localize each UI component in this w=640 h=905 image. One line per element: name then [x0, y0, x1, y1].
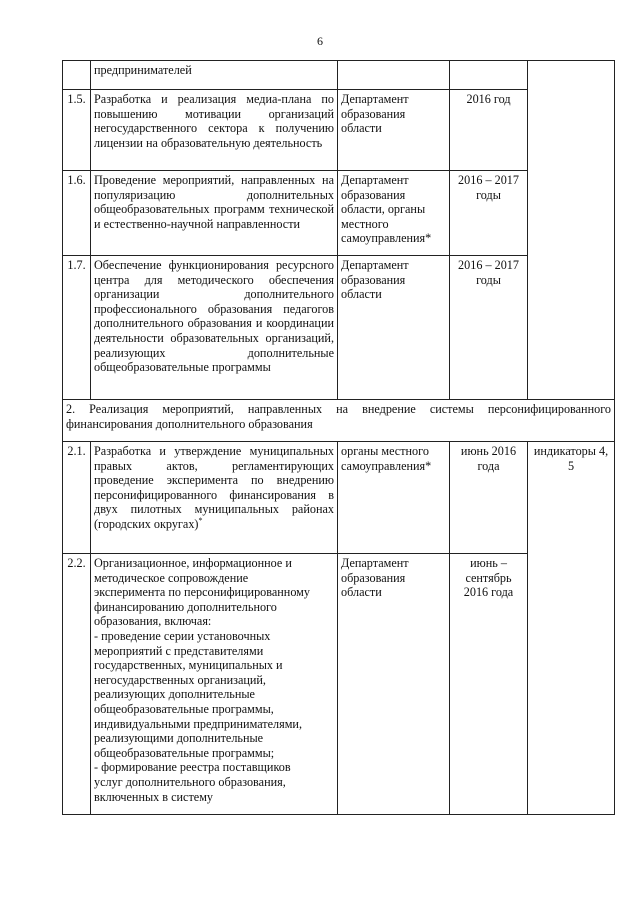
deadline-cell — [450, 61, 528, 90]
deadline-cell: июнь – сентябрь 2016 года — [450, 554, 528, 815]
deadline-cell: 2016 – 2017 годы — [450, 171, 528, 256]
activity-line: - проведение серии установочных — [94, 628, 271, 643]
activity-line: общеобразовательные программы, — [94, 701, 274, 716]
activity-cell: Разработка и реализация медиа-плана по повышению мотивации организаций негосударственного сектора к получению лицензии на образовательную деятельность — [91, 90, 338, 171]
activity-cell — [91, 442, 338, 554]
action-plan-table — [62, 60, 615, 815]
activity-line: финансированию дополнительного — [94, 599, 277, 614]
executor-cell — [338, 61, 450, 90]
activity-line: государственных, муниципальных и — [94, 658, 283, 673]
section-title: 2. Реализация мероприятий, направленных на внедрение системы персонифицированного финансирования дополнительного образования — [63, 400, 615, 442]
activity-line: мероприятий с представителями — [94, 643, 264, 658]
item-number: 1.6. — [63, 171, 91, 256]
table-row — [63, 442, 615, 554]
activity-line: методическое сопровождение — [94, 570, 249, 585]
deadline-cell: 2016 год — [450, 90, 528, 171]
item-number: 2.2. — [63, 554, 91, 815]
activity-line: реализующими дополнительные — [94, 731, 264, 746]
activity-line: услуг дополнительного образования, — [94, 774, 286, 789]
deadline-cell: июнь 2016 года — [450, 442, 528, 554]
activity-text: Разработка и утверждение муниципальных правых актов, регламентирующих проведение эксперимента по внедрению персонифицированного финансирования в двух пилотных муниципальных районах (городских округах) — [94, 444, 334, 531]
executor-cell: Департамент образования области — [338, 256, 450, 400]
section-header-row — [63, 400, 615, 442]
activity-cell: предпринимателей — [91, 61, 338, 90]
footnote-mark: * — [198, 515, 203, 525]
item-number — [63, 61, 91, 90]
activity-line: общеобразовательные программы; — [94, 745, 275, 760]
executor-cell: органы местного самоуправления* — [338, 442, 450, 554]
activity-cell: Обеспечение функционирования ресурсного центра для методического обеспечения организации дополнительного профессионального образования педагогов дополнительного образования и координации деятельности образовательных организаций, реализующих дополнительные общеобразовательные программы — [91, 256, 338, 400]
activity-line: образования, включая: — [94, 614, 212, 629]
activity-line: негосударственных организаций, — [94, 672, 266, 687]
activity-line: эксперимента по персонифицированному — [94, 585, 310, 600]
item-number: 2.1. — [63, 442, 91, 554]
activity-cell: Проведение мероприятий, направленных на популяризацию дополнительных общеобразовательных программ технической и естественно-научной направленности — [91, 171, 338, 256]
indicators-cell — [528, 61, 615, 400]
page-number: 6 — [317, 34, 323, 48]
indicators-cell: индикаторы 4, 5 — [528, 442, 615, 815]
executor-cell: Департамент образования области, органы местного самоуправления* — [338, 171, 450, 256]
activity-line: индивидуальными предпринимателями, — [94, 716, 303, 731]
activity-line: Организационное, информационное и — [94, 556, 292, 570]
activity-line: - формирование реестра поставщиков — [94, 760, 291, 775]
activity-cell — [91, 554, 338, 815]
activity-line: включенных в систему — [94, 789, 213, 804]
item-number: 1.7. — [63, 256, 91, 400]
activity-line: реализующих дополнительные — [94, 687, 255, 702]
table-row — [63, 61, 615, 90]
executor-cell: Департамент образования области — [338, 90, 450, 171]
item-number: 1.5. — [63, 90, 91, 171]
executor-cell: Департамент образования области — [338, 554, 450, 815]
deadline-cell: 2016 – 2017 годы — [450, 256, 528, 400]
